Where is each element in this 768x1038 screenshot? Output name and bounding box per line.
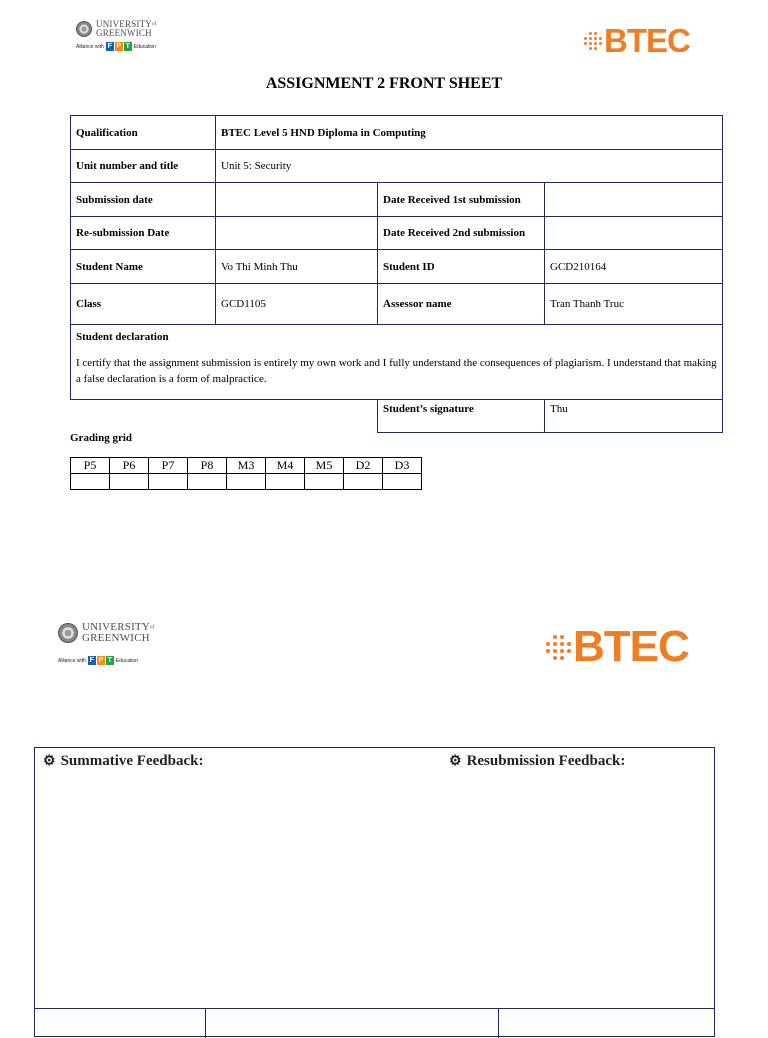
unit-label: Unit number and title [71,150,216,183]
grade-header-p8: P8 [188,458,227,474]
fpt-letter-p: P [98,657,104,664]
grade-header-m4: M4 [266,458,305,474]
qualification-label: Qualification [71,116,216,150]
page-title: ASSIGNMENT 2 FRONT SHEET [265,75,503,92]
grade-cell[interactable] [110,474,149,490]
signature-label: Student’s signature [378,400,545,433]
fpt-letter-t: T [125,43,130,50]
grade-cell[interactable] [149,474,188,490]
class-row [71,284,723,325]
education-text: Education [133,43,157,50]
greenwich-logo-line1: UNIVERSITY [96,19,152,29]
feedback-column-divider [498,1008,499,1038]
greenwich-crest-icon [58,623,78,643]
summative-feedback-label: Summative Feedback: [60,753,204,769]
btec-wordmark: BTEC [604,22,690,59]
grading-header-row [71,458,422,474]
submission-date-label: Submission date [71,183,216,217]
greenwich-logo-page2 [58,622,154,665]
grade-header-d2: D2 [344,458,383,474]
greenwich-crest-icon [76,21,92,37]
grade-header-m5: M5 [305,458,344,474]
resubmission-row [71,217,723,250]
signature-spacer [71,400,378,433]
education-text: Education [115,657,139,664]
qualification-value: BTEC Level 5 HND Diploma in Computing [216,116,723,150]
greenwich-logo-line1: UNIVERSITY [82,621,150,633]
greenwich-logo-of: of [150,625,155,630]
fpt-letter-t: T [107,657,112,664]
declaration-cell [71,325,723,400]
btec-logo [584,22,690,60]
gear-icon: ⚙ [449,753,462,769]
grade-header-p5: P5 [71,458,110,474]
fpt-letter-f: F [107,43,112,50]
student-name-value[interactable]: Vo Thi Minh Thu [216,250,378,284]
fpt-logo [88,656,114,665]
feedback-column-divider [205,1008,206,1038]
date-received-2-label: Date Received 2nd submission [378,217,545,250]
student-id-label: Student ID [378,250,545,284]
greenwich-logo-line2: GREENWICH [96,28,152,38]
btec-dots-icon [546,635,571,660]
assessor-label: Assessor name [378,284,545,325]
alliance-text: Alliance with [58,657,86,664]
date-received-1-value[interactable] [545,183,723,217]
grade-cell[interactable] [344,474,383,490]
alliance-text: Alliance with [76,43,104,50]
resubmission-date-label: Re-submission Date [71,217,216,250]
student-id-value[interactable]: GCD210164 [545,250,723,284]
date-received-1-label: Date Received 1st submission [378,183,545,217]
grade-cell[interactable] [266,474,305,490]
grade-header-m3: M3 [227,458,266,474]
resubmission-feedback-heading [449,753,625,770]
feedback-divider [35,1008,714,1009]
declaration-title: Student declaration [76,331,169,343]
student-name-label: Student Name [71,250,216,284]
student-row [71,250,723,284]
unit-value: Unit 5: Security [216,150,723,183]
grade-cell[interactable] [227,474,266,490]
class-value[interactable]: GCD1105 [216,284,378,325]
grade-header-d3: D3 [383,458,422,474]
grade-cell[interactable] [305,474,344,490]
btec-logo-page2 [546,622,689,672]
greenwich-logo-line2: GREENWICH [82,632,150,644]
submission-row [71,183,723,217]
resubmission-date-value[interactable] [216,217,378,250]
declaration-text: I certify that the assignment submission is entirely my own work and I fully understand the consequences of plagiarism. I understand that making a false declaration is a form of malpractice. [76,357,717,385]
date-received-2-value[interactable] [545,217,723,250]
grade-cell[interactable] [383,474,422,490]
greenwich-logo [76,20,156,51]
grade-header-p6: P6 [110,458,149,474]
qualification-row [71,116,723,150]
front-sheet-table [70,115,723,433]
gear-icon: ⚙ [43,753,56,769]
signature-row [71,400,723,433]
signature-value[interactable]: Thu [545,400,723,433]
class-label: Class [71,284,216,325]
btec-dots-icon [584,32,602,50]
grading-value-row [71,474,422,490]
btec-wordmark: BTEC [573,622,689,671]
grade-cell[interactable] [71,474,110,490]
fpt-letter-p: P [116,43,122,50]
fpt-logo [106,42,132,51]
grade-cell[interactable] [188,474,227,490]
submission-date-value[interactable] [216,183,378,217]
assessor-value[interactable]: Tran Thanh Truc [545,284,723,325]
summative-feedback-heading [43,753,203,770]
grading-grid-label: Grading grid [70,432,133,444]
declaration-row [71,325,723,400]
greenwich-logo-of: of [152,22,157,27]
fpt-letter-f: F [89,657,94,664]
feedback-box [34,747,715,1037]
grade-header-p7: P7 [149,458,188,474]
grading-grid [70,457,422,490]
unit-row [71,150,723,183]
resubmission-feedback-label: Resubmission Feedback: [466,753,626,769]
